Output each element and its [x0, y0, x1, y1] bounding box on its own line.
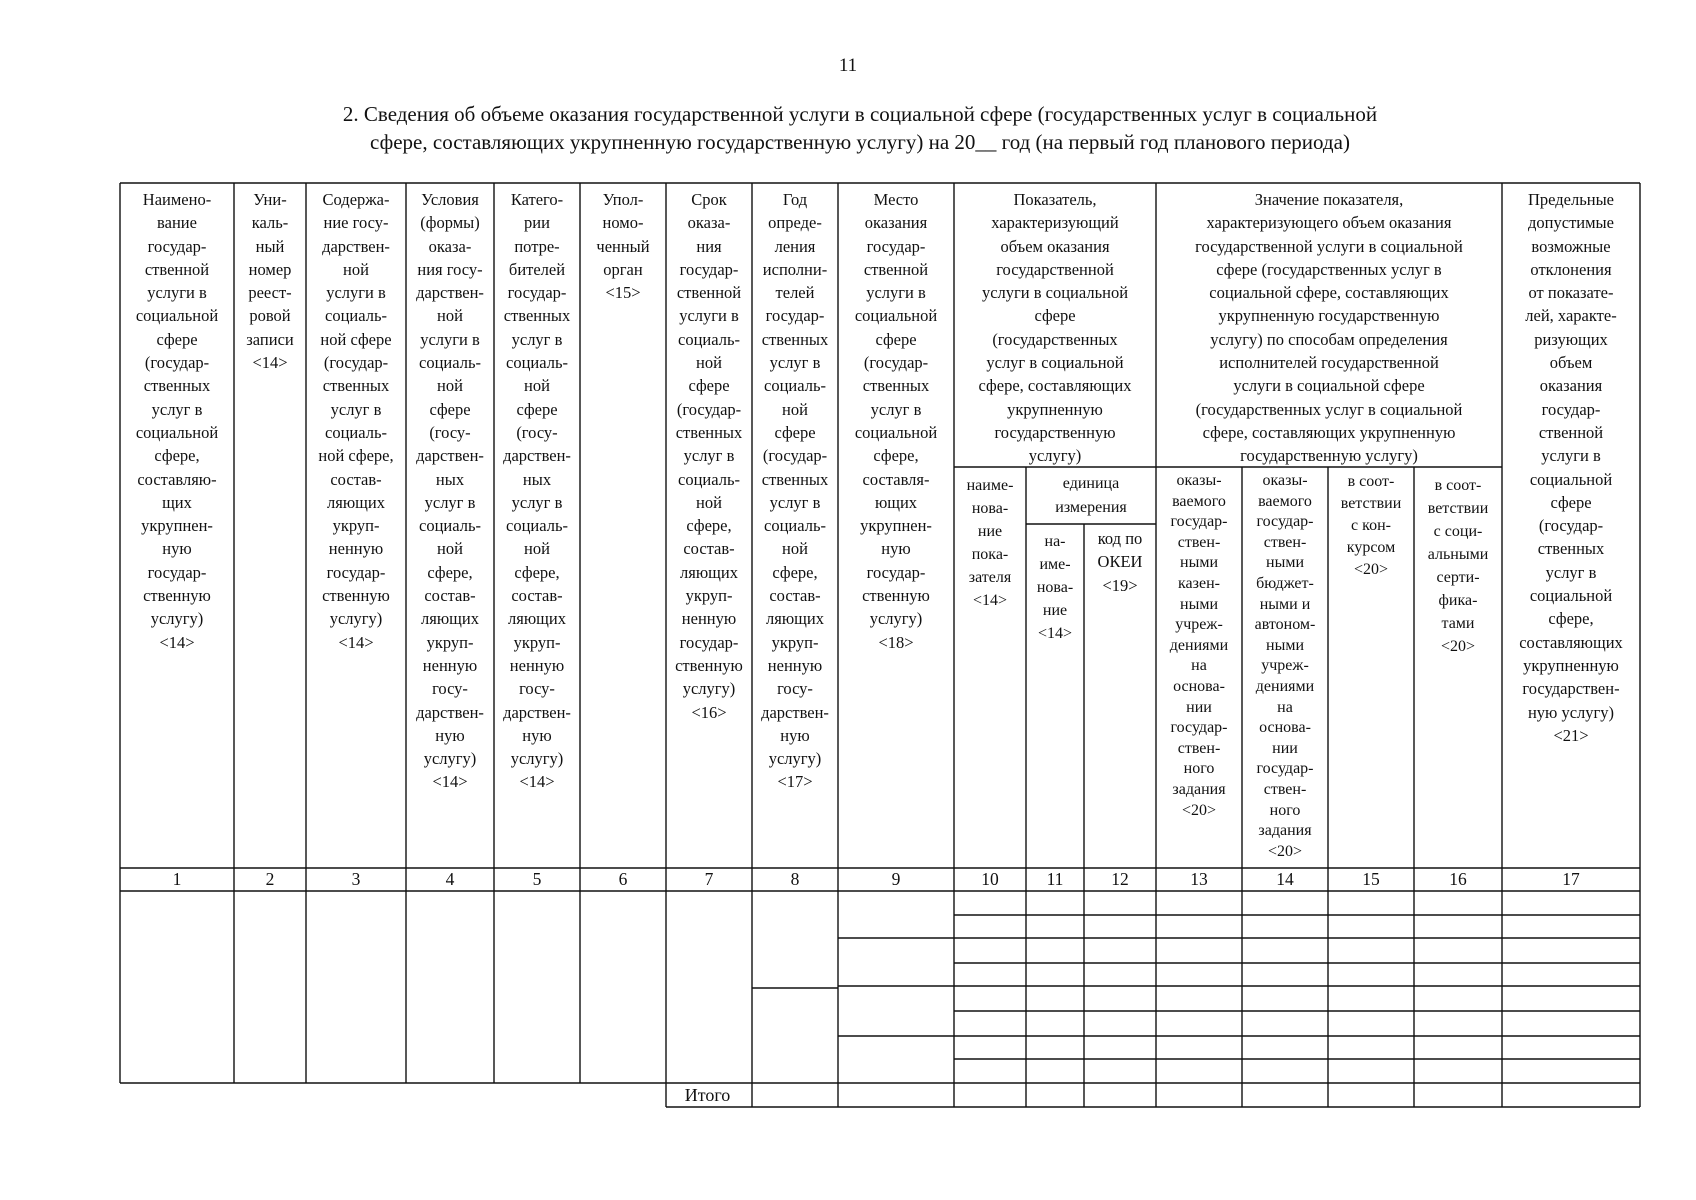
header-value-budget-institutions: оказы- ваемого государ- ствен- ными бюджет- ными и автоном- ными учреж- дениями на основа- нии государ- ствен- ного задания <20>: [1254, 472, 1316, 860]
header-indicator-value-group: Значение показателя, характеризующего объем оказания государственной услуги в социальной сфере (государственных услуг в социальной сфере, составляющих укрупненную государственную услугу) по способам определения исполнителей государственной услуги в социальной сфере (государственных услуг в социальной сфере, составляющих укрупненную государственную услугу): [1195, 190, 1463, 466]
header-value-certificates: в соот- ветствии с соци- альными серти- фика- тами <20>: [1427, 477, 1489, 655]
section-title-line-1: 2. Сведения об объеме оказания государственной услуги в социальной сфере (государственных услуг в социальной: [342, 102, 1378, 126]
column-number: 4: [445, 869, 455, 889]
header-indicator-group: Показатель, характеризующий объем оказания государственной услуги в социальной сфере (государственных услуг в социальной сфере, составляющих укрупненную государственную услугу): [978, 190, 1132, 466]
total-row-label: Итого: [684, 1085, 731, 1105]
column-number: 8: [790, 869, 800, 889]
column-number: 9: [891, 869, 901, 889]
column-number: 12: [1111, 869, 1129, 889]
header-okei-code: код по ОКЕИ <19>: [1097, 529, 1143, 595]
column-number: 3: [351, 869, 361, 889]
header-service-name: Наимено- вание государ- ственной услуги в социальной сфере (государ- ственных услуг в социальной сфере, составляю- щих укрупнен- ную государ- ственную услугу) <14>: [135, 190, 219, 652]
column-number: 6: [618, 869, 628, 889]
header-value-competition: в соот- ветствии с кон- курсом <20>: [1340, 473, 1402, 578]
header-service-place: Место оказания государ- ственной услуги в социальной сфере (государ- ственных услуг в социальной сфере, составля- ющих укрупнен- ную государ- ственную услугу) <18>: [854, 190, 938, 652]
column-number: 14: [1276, 869, 1294, 889]
header-unit-name: на- име- нова- ние <14>: [1036, 533, 1074, 642]
column-number: 7: [704, 869, 714, 889]
header-executor-year: Год опреде- ления исполни- телей государ- ственных услуг в социаль- ной сфере (государ- ственных услуг в социаль- ной сфере, состав- ляющих укруп- ненную госу- дарствен- ную услугу) <17>: [761, 190, 829, 792]
header-indicator-name: наиме- нова- ние пока- зателя <14>: [966, 477, 1014, 609]
header-consumer-categories: Катего- рии потре- бителей государ- ственных услуг в социаль- ной сфере (госу- дарствен- ных услуг в социаль- ной сфере, состав- ляющих укруп- ненную госу- дарствен- ную услугу) <14>: [503, 190, 571, 792]
column-number: 1: [172, 869, 182, 889]
header-registry-number: Уни- каль- ный номер реест- ровой записи <14>: [246, 190, 294, 373]
header-allowed-deviations: Предельные допустимые возможные отклонения от показате- лей, характе- ризующих объем оказания государ- ственной услуги в социальной сфере (государ- ственных услуг в социальной сфере, составляющих укрупненную государствен- ную услугу) <21>: [1519, 190, 1623, 745]
header-service-conditions: Условия (формы) оказа- ния госу- дарствен- ной услуги в социаль- ной сфере (госу- дарствен- ных услуг в социаль- ной сфере, состав- ляющих укруп- ненную госу- дарствен- ную услугу) <14>: [416, 190, 484, 792]
section-title-line-2: сфере, составляющих укрупненную государственную услугу) на 20__ год (на первый год планового периода): [370, 130, 1350, 154]
page-number: 11: [838, 55, 858, 76]
column-number: 15: [1362, 869, 1380, 889]
header-authorized-body: Упол- номо- ченный орган <15>: [596, 190, 650, 303]
column-number: 17: [1562, 869, 1580, 889]
header-unit-group: единица измерения: [1055, 475, 1127, 516]
column-number: 10: [981, 869, 999, 889]
column-number: 13: [1190, 869, 1208, 889]
header-value-state-institutions: оказы- ваемого государ- ствен- ными казен- ными учреж- дениями на основа- нии государ- ствен- ного задания <20>: [1169, 472, 1229, 819]
header-service-content: Содержа- ние госу- дарствен- ной услуги в социаль- ной сфере (государ- ственных услуг в социаль- ной сфере, состав- ляющих укруп- ненную государ- ственную услугу) <14>: [318, 190, 394, 652]
column-number: 5: [532, 869, 542, 889]
column-number: 11: [1046, 869, 1064, 889]
column-number: 2: [265, 869, 275, 889]
header-service-term: Срок оказа- ния государ- ственной услуги в социаль- ной сфере (государ- ственных услуг в социаль- ной сфере, состав- ляющих укруп- ненную государ- ственную услугу) <16>: [675, 190, 743, 722]
column-number: 16: [1449, 869, 1467, 889]
